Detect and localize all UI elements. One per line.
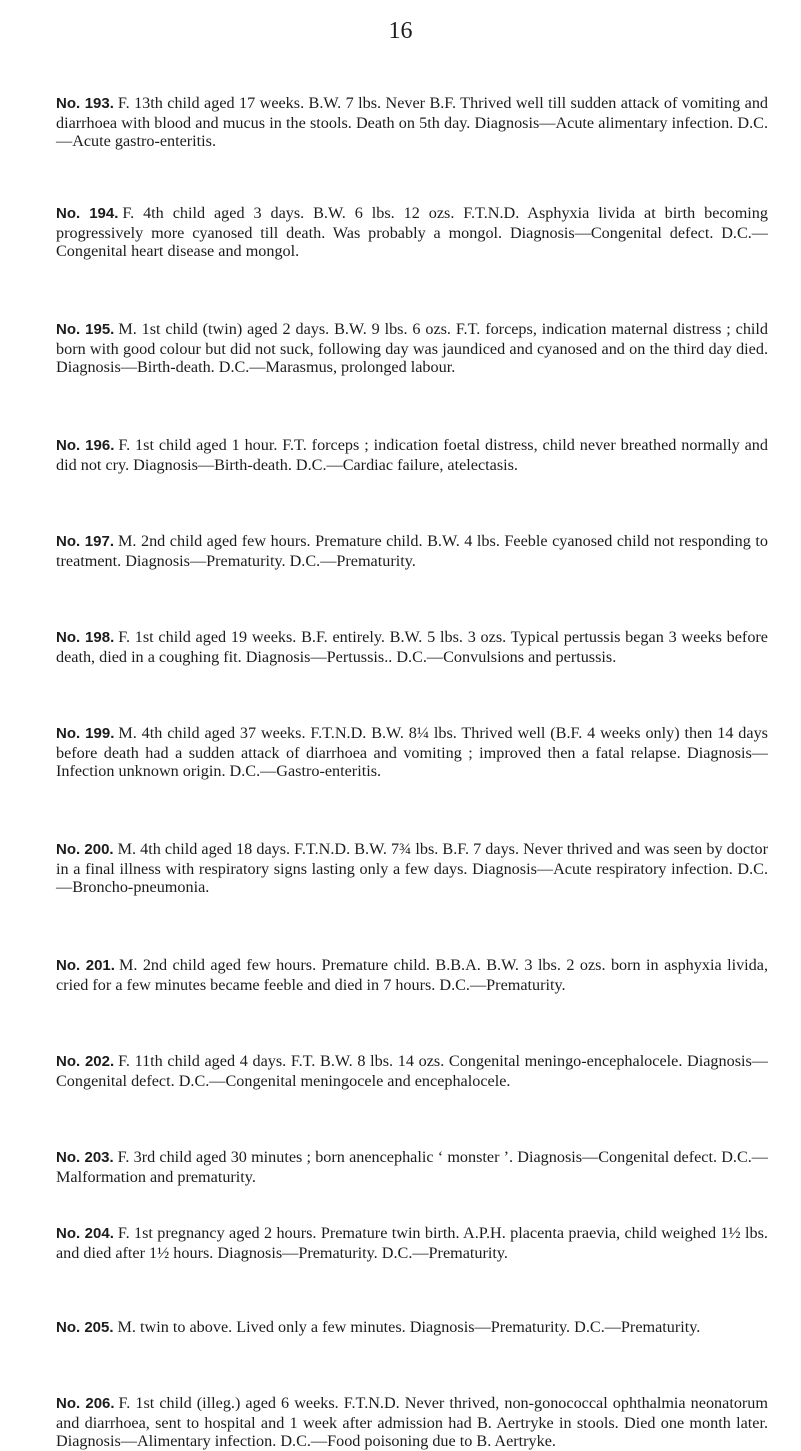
case-text: F. 3rd child aged 30 minutes ; born anencephalic ‘ monster ’. Diagnosis—Congenital defect. D.C.—Malformation and prematurity.: [56, 1148, 768, 1186]
case-entry: [56, 436, 768, 474]
case-number: No. 198.: [56, 629, 115, 647]
case-entry: [56, 1318, 768, 1338]
case-entry: [56, 204, 768, 261]
case-number: No. 197.: [56, 533, 115, 551]
case-text: M. 1st child (twin) aged 2 days. B.W. 9 lbs. 6 ozs. F.T. forceps, indication maternal distress ; child born with good colour but did not suck, following day was jaundiced and cyanosed and on the third day died. Diagnosis—Birth-death. D.C.—Marasmus, prolonged labour.: [56, 320, 769, 377]
case-text: M. 4th child aged 18 days. F.T.N.D. B.W. 7¾ lbs. B.F. 7 days. Never thrived and was seen by doctor in a final illness with respiratory signs lasting only a few days. Diagnosis—Acute respiratory infection. D.C.—Broncho-pneumonia.: [56, 840, 768, 897]
case-entry: [56, 1394, 768, 1451]
case-number: No. 199.: [56, 725, 115, 743]
case-entry: [56, 1052, 768, 1090]
case-number: No. 195.: [56, 321, 115, 339]
case-entry: [56, 724, 768, 781]
case-number: No. 201.: [56, 957, 115, 975]
case-text: M. twin to above. Lived only a few minutes. Diagnosis—Prematurity. D.C.—Prematurity.: [117, 1318, 701, 1337]
case-number: No. 206.: [56, 1395, 115, 1413]
case-number: No. 196.: [56, 437, 115, 455]
case-entry: [56, 320, 768, 377]
case-entry: [56, 532, 768, 570]
case-number: No. 202.: [56, 1053, 115, 1071]
case-number: No. 194.: [56, 205, 119, 223]
case-text: F. 13th child aged 17 weeks. B.W. 7 lbs. Never B.F. Thrived well till sudden attack of vomiting and diarrhoea with blood and mucus in the stools. Death on 5th day. Diagnosis—Acute alimentary infection. D.C.—Acute gastro-enteritis.: [56, 94, 769, 151]
case-entry: [56, 94, 768, 151]
case-text: F. 1st child (illeg.) aged 6 weeks. F.T.N.D. Never thrived, non-gonococcal ophthalmia neonatorum and diarrhoea, sent to hospital and 1 week after admission had B. Aertryke in stools. Died one month later. Diagnosis—Alimentary infection. D.C.—Food poisoning due to B. Aertryke.: [56, 1394, 768, 1451]
case-number: No. 204.: [56, 1225, 114, 1243]
case-entry: [56, 840, 768, 897]
case-number: No. 200.: [56, 841, 114, 859]
page-number: 16: [388, 18, 413, 44]
case-entry: [56, 1224, 768, 1262]
case-number: No. 193.: [56, 95, 114, 113]
case-text: F. 1st pregnancy aged 2 hours. Premature twin birth. A.P.H. placenta praevia, child weighed 1½ lbs. and died after 1½ hours. Diagnosis—Prematurity. D.C.—Prematurity.: [56, 1224, 768, 1262]
case-entry: [56, 628, 768, 666]
case-number: No. 205.: [56, 1319, 114, 1337]
case-text: M. 4th child aged 37 weeks. F.T.N.D. B.W. 8¼ lbs. Thrived well (B.F. 4 weeks only) then 14 days before death had a sudden attack of diarrhoea and vomiting ; improved then a fatal relapse. Diagnosis—Infection unknown origin. D.C.—Gastro-enteritis.: [56, 724, 768, 781]
case-number: No. 203.: [56, 1149, 114, 1167]
case-text: F. 4th child aged 3 days. B.W. 6 lbs. 12 ozs. F.T.N.D. Asphyxia livida at birth becoming progressively more cyanosed till death. Was probably a mongol. Diagnosis—Congenital defect. D.C.—Congenital heart disease and mongol.: [56, 204, 768, 261]
case-entry: [56, 1148, 768, 1186]
case-entry: [56, 956, 768, 994]
case-text: M. 2nd child aged few hours. Premature child. B.W. 4 lbs. Feeble cyanosed child not responding to treatment. Diagnosis—Prematurity. D.C.—Prematurity.: [56, 532, 768, 570]
case-text: F. 1st child aged 19 weeks. B.F. entirely. B.W. 5 lbs. 3 ozs. Typical pertussis began 3 weeks before death, died in a coughing fit. Diagnosis—Pertussis.. D.C.—Convulsions and pertussis.: [56, 628, 768, 666]
case-text: F. 1st child aged 1 hour. F.T. forceps ; indication foetal distress, child never breathed normally and did not cry. Diagnosis—Birth-death. D.C.—Cardiac failure, atelectasis.: [56, 436, 768, 474]
case-text: M. 2nd child aged few hours. Premature child. B.B.A. B.W. 3 lbs. 2 ozs. born in asphyxia livida, cried for a few minutes became feeble and died in 7 hours. D.C.—Prematurity.: [56, 956, 769, 994]
case-text: F. 11th child aged 4 days. F.T. B.W. 8 lbs. 14 ozs. Congenital meningo-encephalocele. Diagnosis—Congenital defect. D.C.—Congenital meningocele and encephalocele.: [56, 1052, 768, 1090]
